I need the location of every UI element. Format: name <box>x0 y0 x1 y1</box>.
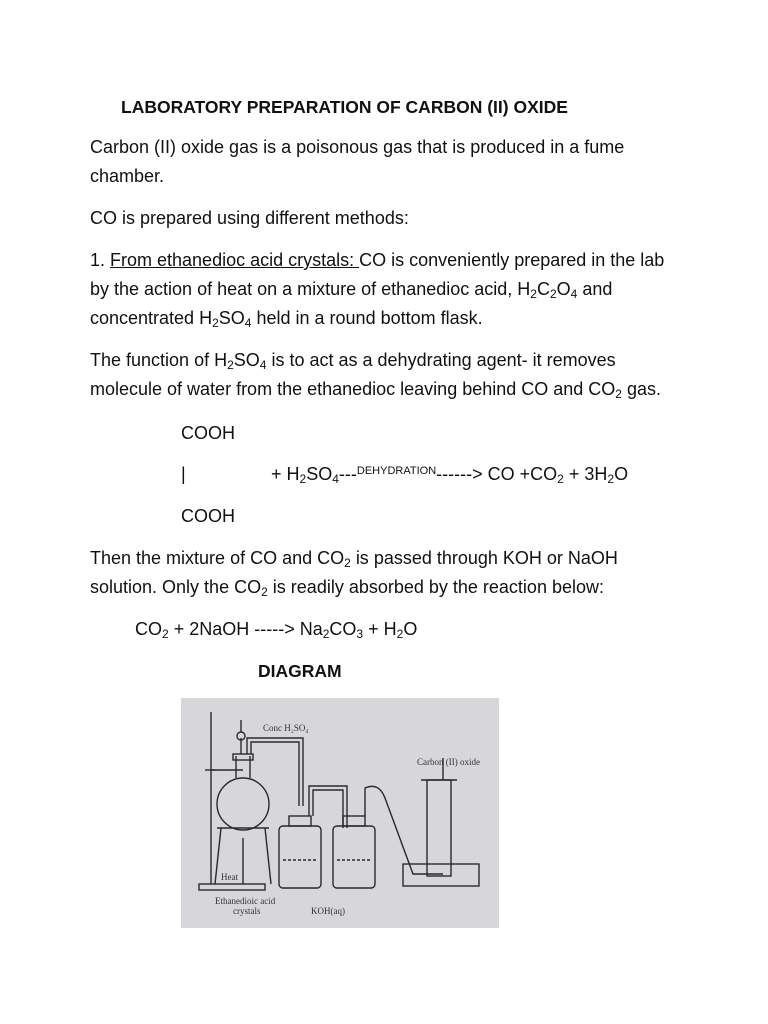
absorption-line-1: Then the mixture of CO and CO <box>90 548 345 568</box>
subscript: 2 <box>549 287 557 301</box>
function-line-1: The function of H <box>90 350 228 370</box>
equation-1-reaction: + $H_2SO_4---^{DEHYDRATION}------>$ CO $+CO_2 + 3H_2O$ <box>271 464 629 486</box>
subscript: 4 <box>332 472 339 486</box>
delivery-tube-1 <box>247 738 303 806</box>
absorption-line-2: solution. Only the CO <box>90 577 262 597</box>
intro-line-2: chamber. <box>90 166 165 186</box>
method-1-number: 1. <box>90 250 111 270</box>
subscript: 2 <box>530 287 537 301</box>
delivery-tube-2 <box>365 786 443 874</box>
function-line-2-end: gas. <box>627 379 662 399</box>
label-crystals-2: crystals <box>233 906 261 916</box>
eq1-water-o: O <box>614 464 629 484</box>
method-1-line-3: concentrated H <box>90 308 213 328</box>
subscript: 2 <box>396 627 404 641</box>
label-carbon-oxide: Carbon (II) oxide <box>417 757 480 767</box>
method-1-line-3-end: held in a round bottom flask. <box>256 308 483 328</box>
subscript: 3 <box>356 627 364 641</box>
apparatus-diagram <box>181 698 499 928</box>
absorption-line-2-end: is readily absorbed by the reaction below: <box>272 577 604 597</box>
eq2-co3: CO <box>329 619 357 639</box>
eq1-reagent: + H <box>271 464 300 484</box>
methods-intro: CO is prepared using different methods: <box>90 208 409 228</box>
connecting-tube <box>309 786 347 828</box>
formula-part: O <box>556 279 571 299</box>
subscript: 2 <box>227 358 234 372</box>
water-trough <box>403 864 479 886</box>
equation-1-bottom: COOH <box>181 506 235 526</box>
label-conc-acid: Conc H₂SO₄ <box>263 723 309 733</box>
absorption-paragraph <box>90 544 710 602</box>
function-paragraph: The function of $H_2SO_4$ is to act as a dehydrating agent- it removes molecule of water from the ethanedioc leaving behind CO and $CO_2$ gas. <box>90 350 662 401</box>
bottle-1-stopper <box>289 816 311 826</box>
subscript: 4 <box>244 316 252 330</box>
label-heat: Heat <box>221 872 238 882</box>
round-bottom-flask <box>217 778 269 830</box>
bottle-2-stopper <box>343 816 365 826</box>
method-1-paragraph: 1. From ethanedioc acid crystals: CO is conveniently prepared in the lab by the action of heat on a mixture of ethanedioc acid, $H_2C_2O_4$ and concentrated $H_2SO_4$ held in a round bottom flask. <box>90 250 665 330</box>
subscript: 4 <box>570 287 578 301</box>
apparatus-drawing <box>181 698 499 928</box>
eq1-condition: DEHYDRATION <box>356 465 437 477</box>
eq1-arrow-start: --- <box>338 464 357 484</box>
eq2-middle: + 2NaOH -----> Na <box>173 619 323 639</box>
absorption-line-1-end: is passed through KOH or NaOH <box>355 548 618 568</box>
subscript: 2 <box>615 387 622 401</box>
subscript: 2 <box>299 472 307 486</box>
diagram-heading: DIAGRAM <box>258 661 342 681</box>
eq2-water-o: O <box>403 619 418 639</box>
function-line-1-end: is to act as a dehydrating agent- it removes <box>271 350 616 370</box>
subscript: 4 <box>259 358 267 372</box>
gas-jar <box>427 780 451 876</box>
equation-1-bar: | <box>181 464 186 484</box>
subscript: 2 <box>261 585 268 599</box>
equation-2 <box>135 615 417 644</box>
subscript: 2 <box>557 472 564 486</box>
stand-base <box>199 884 265 890</box>
label-koh: KOH(aq) <box>311 906 345 916</box>
subscript: 2 <box>344 556 351 570</box>
wash-bottle-1 <box>279 826 321 888</box>
page-title: LABORATORY PREPARATION OF CARBON (II) OXIDE <box>121 97 568 117</box>
function-line-2: molecule of water from the ethanedioc leaving behind CO and CO <box>90 379 616 399</box>
equation-1-top: COOH <box>181 423 235 443</box>
method-1-line-2-end: and <box>582 279 613 299</box>
eq1-water: + 3H <box>568 464 608 484</box>
formula-part: C <box>536 279 550 299</box>
subscript: 2 <box>212 316 219 330</box>
subscript: 2 <box>162 627 169 641</box>
subscript: 2 <box>607 472 615 486</box>
subscript: 2 <box>322 627 330 641</box>
method-1-line-2: by the action of heat on a mixture of ethanedioc acid, H <box>90 279 531 299</box>
eq1-products: ------> CO +CO <box>436 464 558 484</box>
intro-paragraph <box>90 133 710 191</box>
intro-line-1: Carbon (II) oxide gas is a poisonous gas that is produced in a fume <box>90 137 625 157</box>
eq2-water: + H <box>368 619 397 639</box>
eq2-co: CO <box>135 619 162 639</box>
method-1-heading: From ethanedioc acid crystals: <box>110 250 360 270</box>
method-1-text: CO is conveniently prepared in the lab <box>359 250 665 270</box>
label-crystals-1: Ethanedioic acid <box>215 896 276 906</box>
wash-bottle-2 <box>333 826 375 888</box>
